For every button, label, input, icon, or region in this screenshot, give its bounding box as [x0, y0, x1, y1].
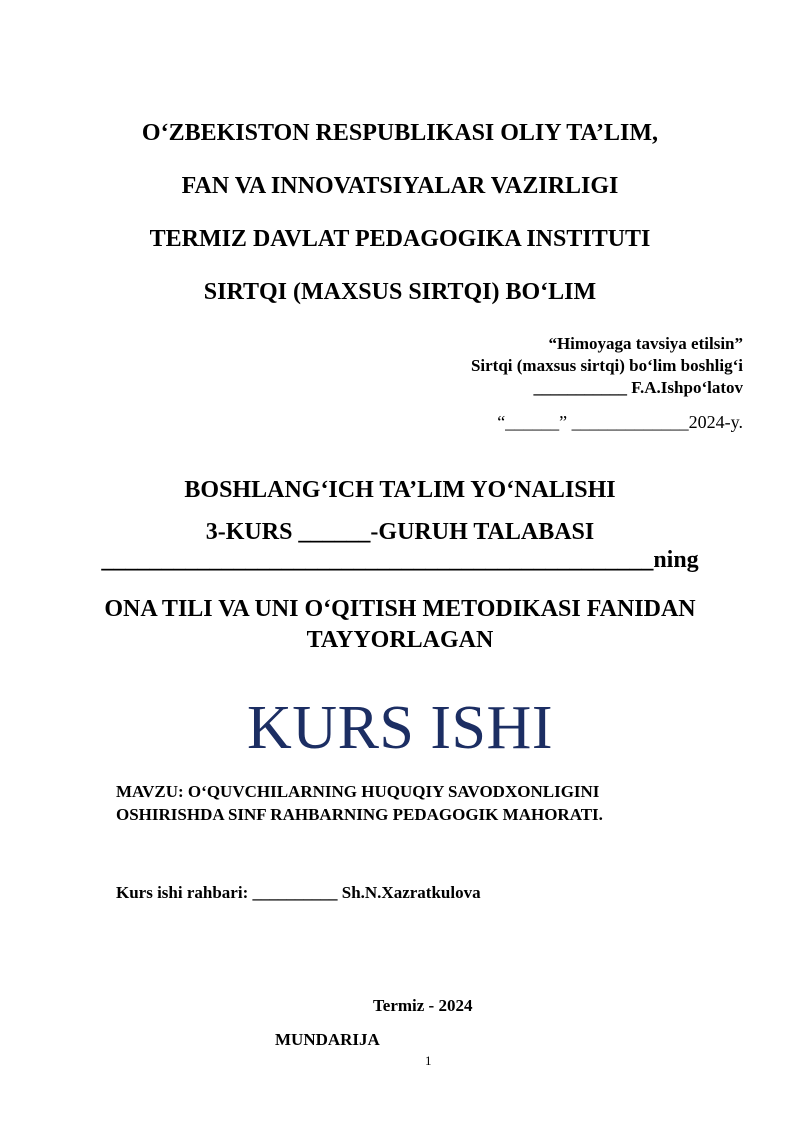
approval-heading: “Himoyaga tavsiya etilsin”	[548, 334, 743, 353]
topic-line-2: OSHIRISHDA SINF RAHBARNING PEDAGOGIK MAHORATI.	[116, 805, 603, 824]
approval-date: “______” _____________2024-y.	[497, 412, 743, 432]
study-direction: BOSHLANG‘ICH TA’LIM YO‘NALISHI	[184, 477, 616, 503]
approval-position: Sirtqi (maxsus sirtqi) bo‘lim boshlig‘i	[470, 356, 743, 375]
course-group-line: 3-KURS ______-GURUH TALABASI	[205, 519, 595, 545]
subject-line-1: ONA TILI VA UNI O‘QITISH METODIKASI FANIDAN	[104, 596, 696, 622]
approval-signature: ___________ F.A.Ishpo‘latov	[533, 378, 743, 397]
contents-heading: MUNDARIJA	[275, 1030, 380, 1049]
place-year: Termiz - 2024	[373, 996, 473, 1015]
topic-line-1: MAVZU: O‘QUVCHILARNING HUQUQIY SAVODXONLIGINI	[116, 782, 600, 801]
document-title: KURS ISHI	[247, 694, 553, 762]
department-name: SIRTQI (MAXSUS SIRTQI) BO‘LIM	[203, 279, 597, 305]
ministry-line-2: FAN VA INNOVATSIYALAR VAZIRLIGI	[181, 173, 619, 199]
institute-name: TERMIZ DAVLAT PEDAGOGIKA INSTITUTI	[149, 226, 651, 252]
subject-line-2: TAYYORLAGAN	[306, 627, 494, 653]
ministry-line-1: O‘ZBEKISTON RESPUBLIKASI OLIY TA’LIM,	[141, 120, 659, 146]
page-number: 1	[425, 1053, 432, 1068]
supervisor-line: Kurs ishi rahbari: __________ Sh.N.Xazratkulova	[116, 883, 481, 902]
student-name-line: ______________________________________________ning	[101, 547, 699, 573]
